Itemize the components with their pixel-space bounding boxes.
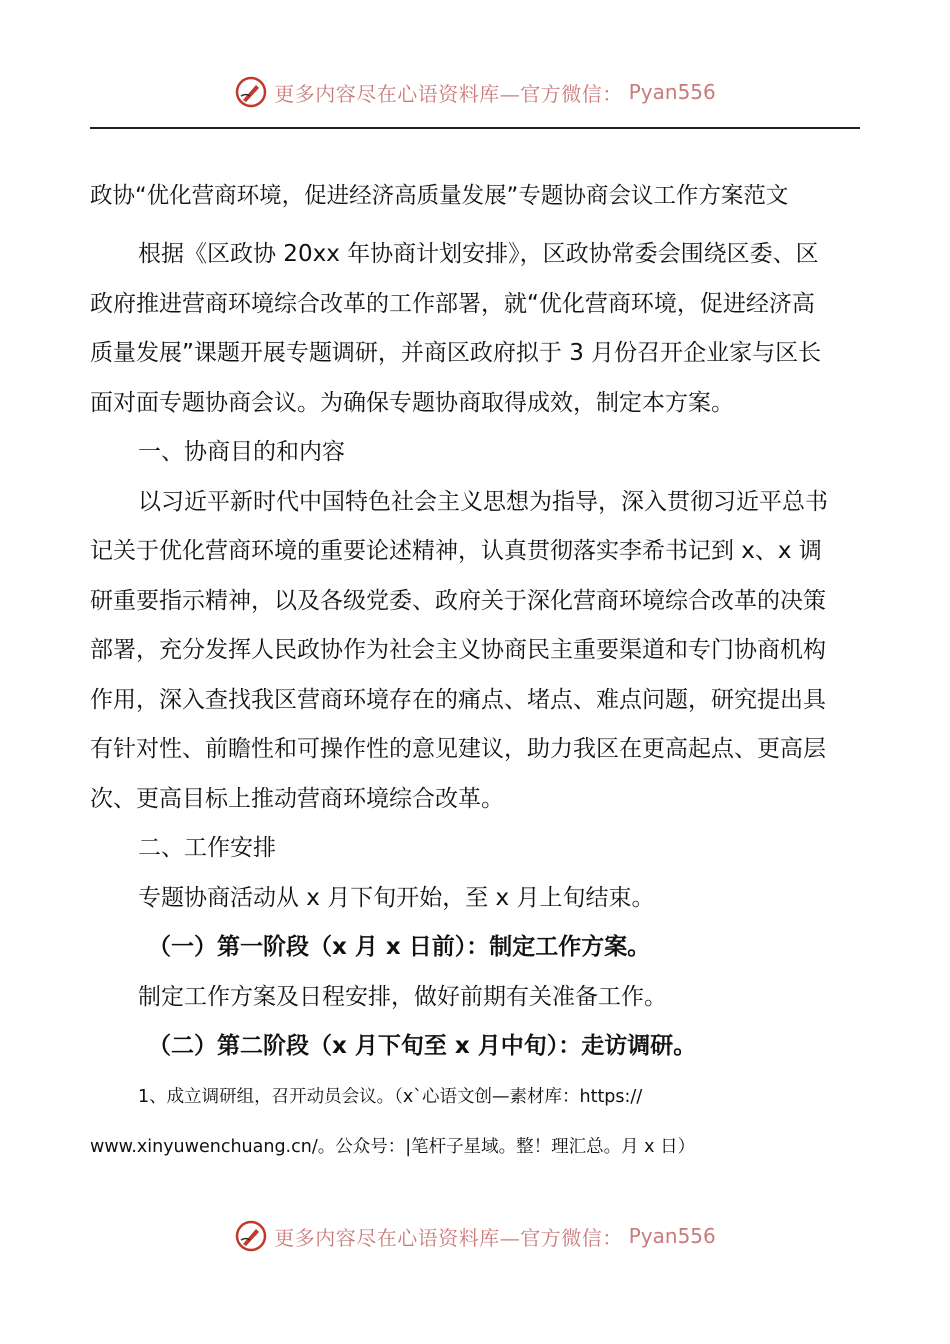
paragraph-line: 以习近平新时代中国特色社会主义思想为指导，深入贯彻习近平总书 (138, 488, 828, 515)
section-heading: 一、协商目的和内容 (138, 439, 345, 465)
paragraph-line: 作用，深入查找我区营商环境存在的痛点、堵点、难点问题，研究提出具 (90, 686, 826, 713)
stage-heading: （一）第一阶段（x 月 x 日前）：制定工作方案。 (148, 934, 651, 960)
header-watermark (0, 72, 950, 112)
document-title: 政协“优化营商环境，促进经济高质量发展”专题协商会议工作方案范文 (90, 183, 789, 209)
list-item-continuation: www.xinyuwenchuang.cn/。公众号：|笔杆子星域。整！理汇总。月 x 日） (90, 1136, 696, 1157)
header-divider (90, 127, 860, 129)
quill-logo-icon (234, 1219, 268, 1253)
paragraph-line: 次、更高目标上推动营商环境综合改革。 (90, 785, 504, 812)
paragraph-line: 有针对性、前瞻性和可操作性的意见建议，助力我区在更高起点、更高层 (90, 736, 826, 762)
paragraph-line: 研重要指示精神，以及各级党委、政府关于深化营商环境综合改革的决策 (90, 587, 826, 614)
watermark-wechat-id: Pyan556 (628, 1224, 716, 1248)
paragraph-line: 质量发展”课题开展专题调研，并商区政府拟于 3 月份召开企业家与区长 (90, 340, 822, 366)
paragraph-line: 记关于优化营商环境的重要论述精神，认真贯彻落实李希书记到 x、x 调 (90, 538, 822, 564)
section-heading: 二、工作安排 (138, 835, 276, 861)
paragraph-line: 根据《区政协 20xx 年协商计划安排》，区政协常委会围绕区委、区 (138, 241, 819, 267)
list-item: 1、成立调研组，召开动员会议。（x`心语文创—素材库：https:// (138, 1086, 643, 1107)
paragraph-line: 部署，充分发挥人民政协作为社会主义协商民主重要渠道和专门协商机构 (90, 637, 826, 663)
watermark-text: 更多内容尽在心语资料库—官方微信： (274, 81, 623, 106)
footer-watermark (0, 1216, 950, 1256)
watermark-banner (234, 1219, 716, 1253)
paragraph-line: 制定工作方案及日程安排，做好前期有关准备工作。 (138, 983, 667, 1010)
stage-heading: （二）第二阶段（x 月下旬至 x 月中旬）：走访调研。 (148, 1033, 697, 1059)
paragraph-line: 政府推进营商环境综合改革的工作部署，就“优化营商环境，促进经济高 (90, 290, 815, 317)
quill-logo-icon (234, 75, 268, 109)
document-body (90, 170, 860, 1172)
paragraph-line: 专题协商活动从 x 月下旬开始，至 x 月上旬结束。 (138, 884, 655, 911)
watermark-text: 更多内容尽在心语资料库—官方微信： (274, 1225, 623, 1250)
watermark-wechat-id: Pyan556 (628, 80, 716, 104)
watermark-banner (234, 75, 716, 109)
paragraph-line: 面对面专题协商会议。为确保专题协商取得成效，制定本方案。 (90, 389, 734, 416)
